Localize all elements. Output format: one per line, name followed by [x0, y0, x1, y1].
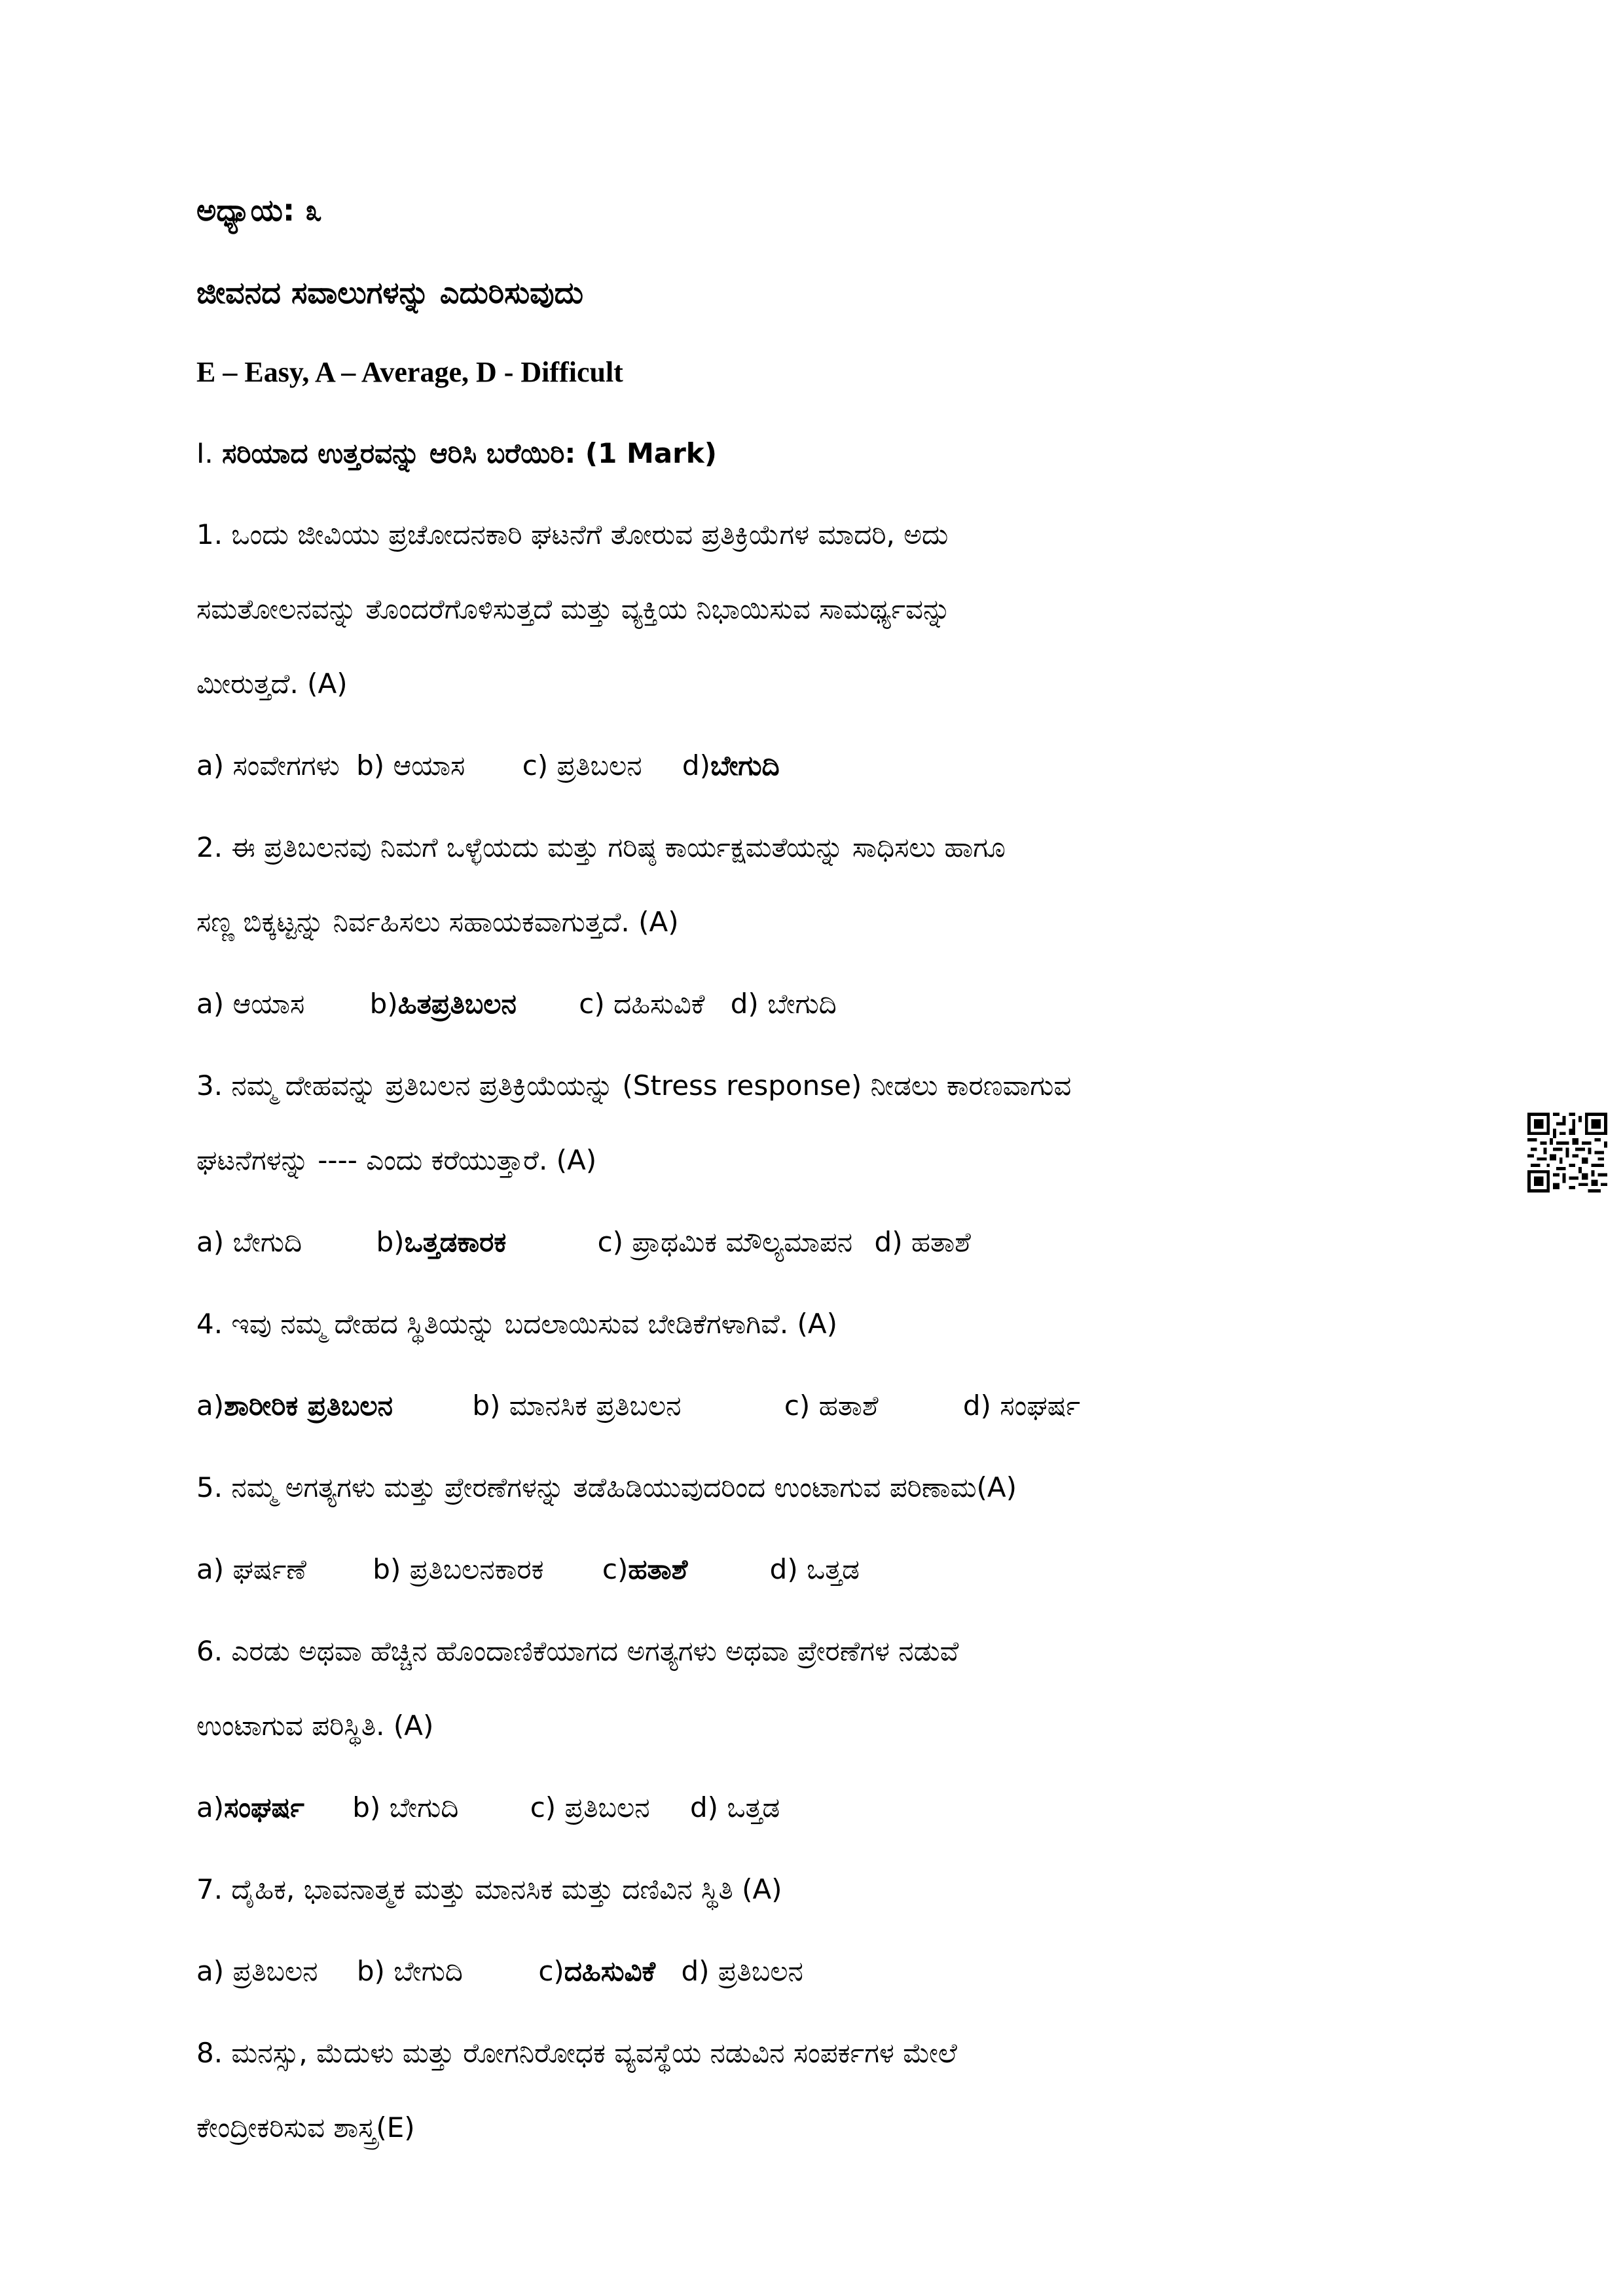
option-a: a) ಘರ್ಷಣೆ — [196, 1553, 306, 1585]
correct-answer: ಶಾರೀರಿಕ ಪ್ರತಿಬಲನ — [224, 1390, 393, 1422]
question-1-line-3: ಮೀರುತ್ತದೆ. (A) — [196, 668, 348, 700]
option-a: a)ಶಾರೀರಿಕ ಪ್ರತಿಬಲನ — [196, 1386, 393, 1426]
question-6-options — [196, 1787, 1440, 1828]
correct-answer: ಹಿತಪ್ರತಿಬಲನ — [397, 988, 517, 1020]
option-b: b)ಹಿತಪ್ರತಿಬಲನ — [370, 984, 517, 1024]
question-3-line-1: 3. ನಮ್ಮ ದೇಹವನ್ನು ಪ್ರತಿಬಲನ ಪ್ರತಿಕ್ರಿಯೆಯನ್ನು (Stress response) ನೀಡಲು ಕಾರಣವಾಗುವ — [196, 1069, 1072, 1102]
question-2-line-2: ಸಣ್ಣ ಬಿಕ್ಕಟ್ಟನ್ನು ನಿರ್ವಹಿಸಲು ಸಹಾಯಕವಾಗುತ್ತದೆ. (A) — [196, 906, 679, 938]
section-heading — [196, 433, 1440, 474]
question-1-line-1: 1. ಒಂದು ಜೀವಿಯು ಪ್ರಚೋದನಕಾರಿ ಘಟನೆಗೆ ತೋರುವ ಪ್ರತಿಕ್ರಿಯೆಗಳ ಮಾದರಿ, ಅದು — [196, 518, 949, 550]
option-a: a) ಪ್ರತಿಬಲನ — [196, 1955, 318, 1987]
option-a: a) ಆಯಾಸ — [196, 988, 305, 1020]
option-d: d) ಒತ್ತಡ — [769, 1553, 860, 1585]
question-1-options — [196, 745, 1440, 786]
option-c: c) ಹತಾಶೆ — [784, 1390, 879, 1422]
difficulty-legend: E – Easy, A – Average, D - Difficult — [196, 356, 623, 388]
option-d: d) ಬೇಗುದಿ — [730, 988, 837, 1020]
question-8-line-2: ಕೇಂದ್ರೀಕರಿಸುವ ಶಾಸ್ತ್ರ(E) — [196, 2111, 415, 2144]
option-d: d) ಸಂಘರ್ಷ — [962, 1390, 1081, 1422]
question-2-line-1: 2. ಈ ಪ್ರತಿಬಲನವು ನಿಮಗೆ ಒಳ್ಳೆಯದು ಮತ್ತು ಗರಿಷ್ಠ ಕಾರ್ಯಕ್ಷಮತೆಯನ್ನು ಸಾಧಿಸಲು ಹಾಗೂ — [196, 831, 1006, 863]
chapter-heading: ಅಧ್ಯಾಯ: ೩ — [196, 192, 323, 228]
question-8-line-1: 8. ಮನಸ್ಸು, ಮೆದುಳು ಮತ್ತು ರೋಗನಿರೋಧಕ ವ್ಯವಸ್ಥೆಯ ನಡುವಿನ ಸಂಪರ್ಕಗಳ ಮೇಲೆ — [196, 2037, 957, 2069]
option-d: d) ಒತ್ತಡ — [689, 1791, 780, 1823]
option-a: a)ಸಂಘರ್ಷ — [196, 1787, 304, 1828]
correct-answer: ಹತಾಶೆ — [628, 1553, 688, 1585]
option-b: b)ಒತ್ತಡಕಾರಕ — [376, 1222, 507, 1263]
option-b: b) ಪ್ರತಿಬಲನಕಾರಕ — [373, 1553, 544, 1585]
option-c: c)ದಹಿಸುವಿಕೆ — [538, 1951, 655, 1992]
option-d: d) ಹತಾಶೆ — [874, 1226, 971, 1258]
question-3-options — [196, 1222, 1440, 1263]
qr-code-icon — [1527, 1113, 1607, 1193]
option-c: c) ಪ್ರತಿಬಲನ — [522, 749, 642, 781]
correct-answer: ದಹಿಸುವಿಕೆ — [564, 1955, 656, 1987]
question-1-line-2: ಸಮತೋಲನವನ್ನು ತೊಂದರೆಗೊಳಿಸುತ್ತದೆ ಮತ್ತು ವ್ಯಕ್ತಿಯ ನಿಭಾಯಿಸುವ ಸಾಮರ್ಥ್ಯವನ್ನು — [196, 593, 951, 625]
question-4-line-1: 4. ಇವು ನಮ್ಮ ದೇಹದ ಸ್ಥಿತಿಯನ್ನು ಬದಲಾಯಿಸುವ ಬೇಡಿಕೆಗಳಾಗಿವೆ. (A) — [196, 1308, 838, 1340]
option-a: a) ಬೇಗುದಿ — [196, 1226, 302, 1258]
question-6-line-1: 6. ಎರಡು ಅಥವಾ ಹೆಚ್ಚಿನ ಹೊಂದಾಣಿಕೆಯಾಗದ ಅಗತ್ಯಗಳು ಅಥವಾ ಪ್ರೇರಣೆಗಳ ನಡುವೆ — [196, 1635, 959, 1667]
question-5-line-1: 5. ನಮ್ಮ ಅಗತ್ಯಗಳು ಮತ್ತು ಪ್ರೇರಣೆಗಳನ್ನು ತಡೆಹಿಡಿಯುವುದರಿಂದ ಉಂಟಾಗುವ ಪರಿಣಾಮ(A) — [196, 1471, 1017, 1503]
section-marks: : (1 Mark) — [564, 437, 717, 469]
section-prefix: I. — [196, 437, 223, 469]
question-3-line-2: ಘಟನೆಗಳನ್ನು ---- ಎಂದು ಕರೆಯುತ್ತಾರೆ. (A) — [196, 1144, 597, 1176]
question-7-options — [196, 1951, 1440, 1992]
option-c: c) ಪ್ರಾಥಮಿಕ ಮೌಲ್ಯಮಾಪನ — [597, 1226, 853, 1258]
option-c: c) ಪ್ರತಿಬಲನ — [530, 1791, 650, 1823]
option-c: c)ಹತಾಶೆ — [602, 1549, 687, 1590]
chapter-title: ಜೀವನದ ಸವಾಲುಗಳನ್ನು ಎದುರಿಸುವುದು — [196, 275, 583, 310]
option-d: d) ಪ್ರತಿಬಲನ — [681, 1955, 803, 1987]
document-page — [196, 190, 1440, 2148]
option-b: b) ಮಾನಸಿಕ ಪ್ರತಿಬಲನ — [472, 1390, 682, 1422]
question-5-options — [196, 1549, 1440, 1590]
correct-answer: ಸಂಘರ್ಷ — [224, 1791, 304, 1823]
question-7-line-1: 7. ದೈಹಿಕ, ಭಾವನಾತ್ಮಕ ಮತ್ತು ಮಾನಸಿಕ ಮತ್ತು ದಣಿವಿನ ಸ್ಥಿತಿ (A) — [196, 1873, 782, 1905]
correct-answer: ಬೇಗುದಿ — [710, 749, 780, 781]
question-6-line-2: ಉಂಟಾಗುವ ಪರಿಸ್ಥಿತಿ. (A) — [196, 1710, 434, 1742]
option-c: c) ದಹಿಸುವಿಕೆ — [579, 988, 705, 1020]
option-b: b) ಆಯಾಸ — [356, 749, 465, 781]
option-b: b) ಬೇಗುದಿ — [356, 1955, 463, 1987]
section-title: ಸರಿಯಾದ ಉತ್ತರವನ್ನು ಆರಿಸಿ ಬರೆಯಿರಿ — [222, 437, 565, 469]
option-b: b) ಬೇಗುದಿ — [352, 1791, 459, 1823]
option-a: a) ಸಂವೇಗಗಳು — [196, 749, 340, 781]
question-2-options — [196, 984, 1440, 1024]
correct-answer: ಒತ್ತಡಕಾರಕ — [404, 1226, 507, 1258]
question-4-options — [196, 1386, 1440, 1426]
option-d: d)ಬೇಗುದಿ — [682, 745, 780, 786]
